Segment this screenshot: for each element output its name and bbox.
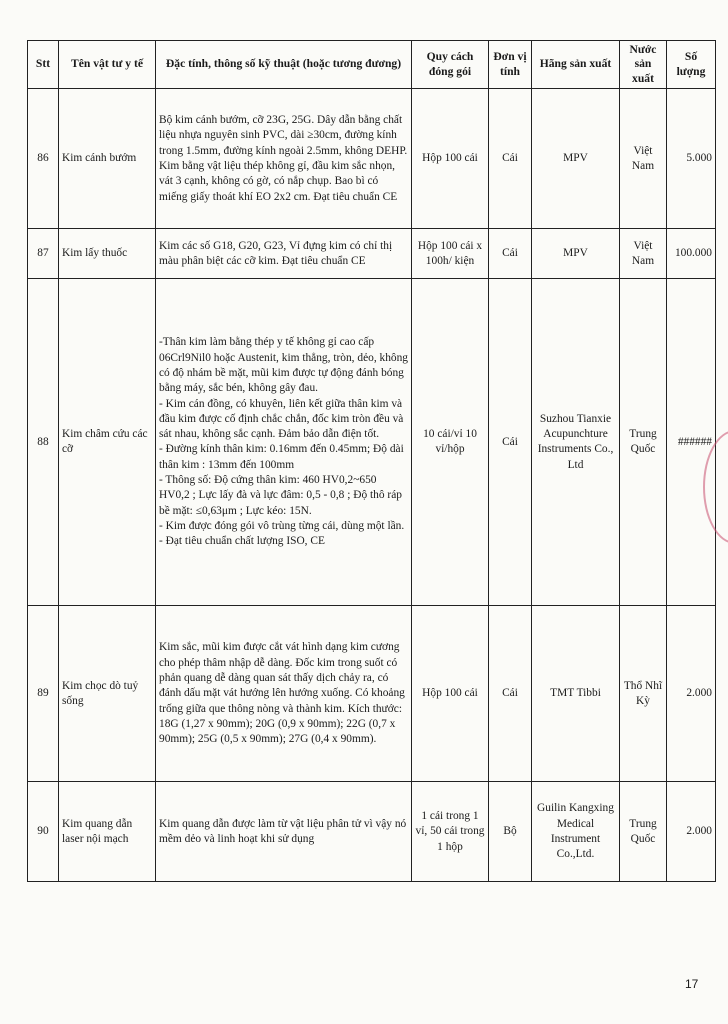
cell-quantity: ###### [667, 279, 716, 606]
header-packing: Quy cách đóng gói [412, 41, 489, 89]
spec-line: Bộ kim cánh bướm, cỡ 23G, 25G. Dây dẫn bằng chất liệu nhựa nguyên sinh PVC, dài ≥30cm, đường kính trong 1.5mm, đường kính ngoài 2.5mm, không DEHP. Kim bằng vật liệu thép không gỉ, đầu kim sắc nhọn, vát 3 cạnh, không có gờ, có nắp chụp. Bao bì có miếng giấy thoát khí EO 2x2 cm. Đạt tiêu chuẩn CE [159, 114, 408, 203]
cell-quantity: 100.000 [667, 229, 716, 279]
cell-country: Việt Nam [620, 229, 667, 279]
cell-manufacturer: Suzhou Tianxie Acupunchture Instruments Co., Ltd [532, 279, 620, 606]
cell-quantity: 2.000 [667, 606, 716, 782]
cell-name: Kim cánh bướm [59, 89, 156, 229]
table-row [28, 606, 716, 782]
table-row [28, 229, 716, 279]
cell-unit: Cái [489, 89, 532, 229]
spec-line: Kim quang dẫn được làm từ vật liệu phân tử vì vậy nó mềm dẻo và linh hoạt khi sử dụng [159, 817, 407, 845]
cell-stt: 88 [28, 279, 59, 606]
spec-line: - Đường kính thân kim: 0.16mm đến 0.45mm; Độ dài thân kim : 13mm đến 100mm [159, 443, 404, 471]
cell-manufacturer: MPV [532, 229, 620, 279]
spec-line: Kim sắc, mũi kim được cắt vát hình dạng kim cương cho phép thâm nhập dễ dàng. Đốc kim trong suốt có phản quang dễ dàng quan sát thấy dịch chảy ra, có đánh dấu mặt vát hướng lên hướng xuống. Có khoảng trống giữa que thông nòng và thành kim. Kích thước: 18G (1,27 x 90mm); 20G (0,9 x 90mm); 22G (0,7 x 90mm); 25G (0,5 x 90mm); 27G (0,4 x 90mm). [159, 641, 405, 746]
cell-manufacturer: TMT Tibbi [532, 606, 620, 782]
cell-quantity: 5.000 [667, 89, 716, 229]
medical-supplies-table [27, 40, 716, 882]
table-header-row [28, 41, 716, 89]
spec-line: Kim các số G18, G20, G23, Vỉ đựng kim có chỉ thị màu phân biệt các cỡ kim. Đạt tiêu chuẩn CE [159, 239, 393, 267]
header-stt: Stt [28, 41, 59, 89]
table-row [28, 89, 716, 229]
cell-spec [156, 279, 412, 606]
cell-country: Trung Quốc [620, 782, 667, 882]
spec-line: - Kim cán đồng, có khuyên, liên kết giữa thân kim và đầu kim được cố định chắc chắn, đốc kim tròn đều và sát nhau, không sắc cạnh. Đảm bảo dẫn điện tốt. [159, 397, 404, 441]
header-manufacturer: Hãng sản xuất [532, 41, 620, 89]
table-row [28, 279, 716, 606]
spec-line: - Đạt tiêu chuẩn chất lượng ISO, CE [159, 535, 325, 548]
cell-unit: Cái [489, 279, 532, 606]
spec-line: -Thân kim làm bằng thép y tế không gỉ cao cấp 06Crl9Nil0 hoặc Austenit, kim thẳng, tròn, dẻo, không có độ nhám bề mặt, mũi kim được tự động đánh bóng bằng máy, sắc bén, không gây đau. [159, 336, 408, 395]
cell-stt: 90 [28, 782, 59, 882]
cell-stt: 89 [28, 606, 59, 782]
cell-name: Kim lấy thuốc [59, 229, 156, 279]
cell-packing: 10 cái/vỉ 10 vỉ/hộp [412, 279, 489, 606]
cell-stt: 86 [28, 89, 59, 229]
cell-country: Thổ Nhĩ Kỳ [620, 606, 667, 782]
cell-quantity: 2.000 [667, 782, 716, 882]
cell-country: Việt Nam [620, 89, 667, 229]
cell-packing: Hộp 100 cái x 100h/ kiện [412, 229, 489, 279]
cell-spec [156, 606, 412, 782]
cell-stt: 87 [28, 229, 59, 279]
cell-name: Kim chọc dò tuỷ sống [59, 606, 156, 782]
spec-line: - Kim được đóng gói vô trùng từng cái, dùng một lần. [159, 519, 405, 532]
table-row [28, 782, 716, 882]
cell-manufacturer: MPV [532, 89, 620, 229]
spec-line: - Thông số: Độ cứng thân kim: 460 HV0,2~650 HV0,2 ; Lực lấy đà và lực đâm: 0,5 - 0,8 ; Độ thô ráp bề mặt: ≤0,63μm ; Lực kéo: 15N. [159, 474, 402, 517]
cell-packing: 1 cái trong 1 vỉ, 50 cái trong 1 hộp [412, 782, 489, 882]
cell-spec [156, 229, 412, 279]
cell-name: Kim châm cứu các cỡ [59, 279, 156, 606]
header-spec: Đặc tính, thông số kỹ thuật (hoặc tương đương) [156, 41, 412, 89]
cell-unit: Cái [489, 606, 532, 782]
cell-unit: Bộ [489, 782, 532, 882]
header-unit: Đơn vị tính [489, 41, 532, 89]
header-quantity: Số lượng [667, 41, 716, 89]
cell-packing: Hộp 100 cái [412, 89, 489, 229]
page-number: 17 [685, 977, 699, 991]
cell-spec [156, 782, 412, 882]
cell-country: Trung Quốc [620, 279, 667, 606]
header-name: Tên vật tư y tế [59, 41, 156, 89]
cell-packing: Hộp 100 cái [412, 606, 489, 782]
cell-manufacturer: Guilin Kangxing Medical Instrument Co.,Ltd. [532, 782, 620, 882]
cell-unit: Cái [489, 229, 532, 279]
cell-name: Kim quang dẫn laser nội mạch [59, 782, 156, 882]
header-country: Nước sản xuất [620, 41, 667, 89]
cell-spec [156, 89, 412, 229]
